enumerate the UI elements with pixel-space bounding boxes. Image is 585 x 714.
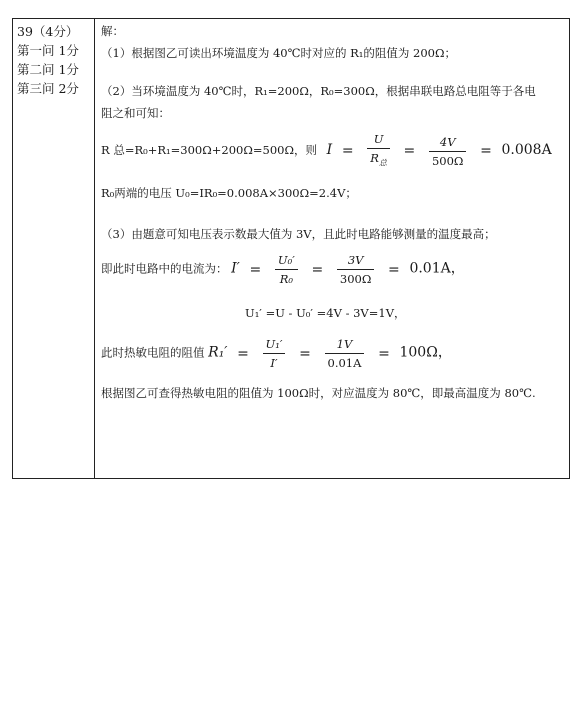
u1-equation: U₁′ =U - U₀′ =4V - 3V=1V， bbox=[245, 306, 406, 320]
score-part-2: 第二问 1分 bbox=[17, 62, 79, 77]
final-conclusion: 根据图乙可查得热敏电阻的阻值为 100Ω时，对应温度为 80℃，即最高温度为 80℃. bbox=[101, 386, 536, 400]
fraction-u-over-r: $\frac{U}{R_总}$ bbox=[367, 130, 390, 172]
question-number: 39（4分） bbox=[17, 24, 79, 39]
equation-prefix: 此时热敏电阻的阻值 bbox=[101, 345, 205, 360]
current-result: 0.008A bbox=[501, 142, 552, 159]
equation-prefix: R 总=R₀+R₁=300Ω+200Ω=500Ω，则 bbox=[101, 143, 317, 158]
column-divider bbox=[94, 19, 95, 478]
fraction-u1-over-i: $\frac{\text{U₁′}}{I'}$ bbox=[263, 335, 286, 372]
fraction-3v-over-300: $\frac{3V}{300\Omega}$ bbox=[337, 251, 375, 288]
current-equation: 即此时电路中的电流为： I′ = $\frac{\text{U₀′}}{\text{R₀}}$ = $\frac{3V}{300\Omega}$ = 0.01A， bbox=[101, 253, 465, 286]
solution-part-1: （1）根据图乙可读出环境温度为 40℃时对应的 R₁的阻值为 200Ω； bbox=[101, 46, 457, 60]
resistance-equation: 此时热敏电阻的阻值 R₁′ = $\frac{\text{U₁′}}{I'}$ = $\frac{1V}{0.01A}$ = 100Ω， bbox=[101, 337, 452, 370]
current-symbol: I bbox=[326, 142, 333, 159]
score-column bbox=[17, 22, 79, 98]
score-part-3: 第三问 2分 bbox=[17, 81, 79, 96]
voltage-r0-line: R₀两端的电压 U₀=IR₀=0.008A×300Ω=2.4V； bbox=[101, 186, 357, 200]
solution-part-3-line-a: （3）由题意可知电压表示数最大值为 3V，且此时电路能够测量的温度最高； bbox=[101, 227, 496, 241]
answer-table bbox=[12, 18, 570, 479]
fraction-4v-over-500: $\frac{4V}{500\Omega}$ bbox=[429, 133, 467, 170]
resistance-result: 100Ω， bbox=[399, 344, 452, 361]
equation-prefix: 即此时电路中的电流为： bbox=[101, 261, 228, 276]
solution-heading: 解： bbox=[101, 24, 124, 38]
fraction-1v-over-001: $\frac{1V}{0.01A}$ bbox=[325, 335, 365, 372]
fraction-u0-over-r0: $\frac{\text{U₀′}}{\text{R₀}}$ bbox=[275, 251, 298, 288]
total-resistance-equation: R 总=R₀+R₁=300Ω+200Ω=500Ω，则 I = $\frac{U}{R_总}$ = $\frac{4V}{500\Omega}$ = 0.008A bbox=[101, 130, 552, 172]
solution-part-2-line-b: 阻之和可知： bbox=[101, 106, 170, 120]
current-result: 0.01A， bbox=[409, 260, 465, 277]
score-part-1: 第一问 1分 bbox=[17, 43, 79, 58]
solution-part-2-line-a: （2）当环境温度为 40℃时，R₁=200Ω，R₀=300Ω，根据串联电路总电阻等于各电 bbox=[101, 84, 536, 98]
